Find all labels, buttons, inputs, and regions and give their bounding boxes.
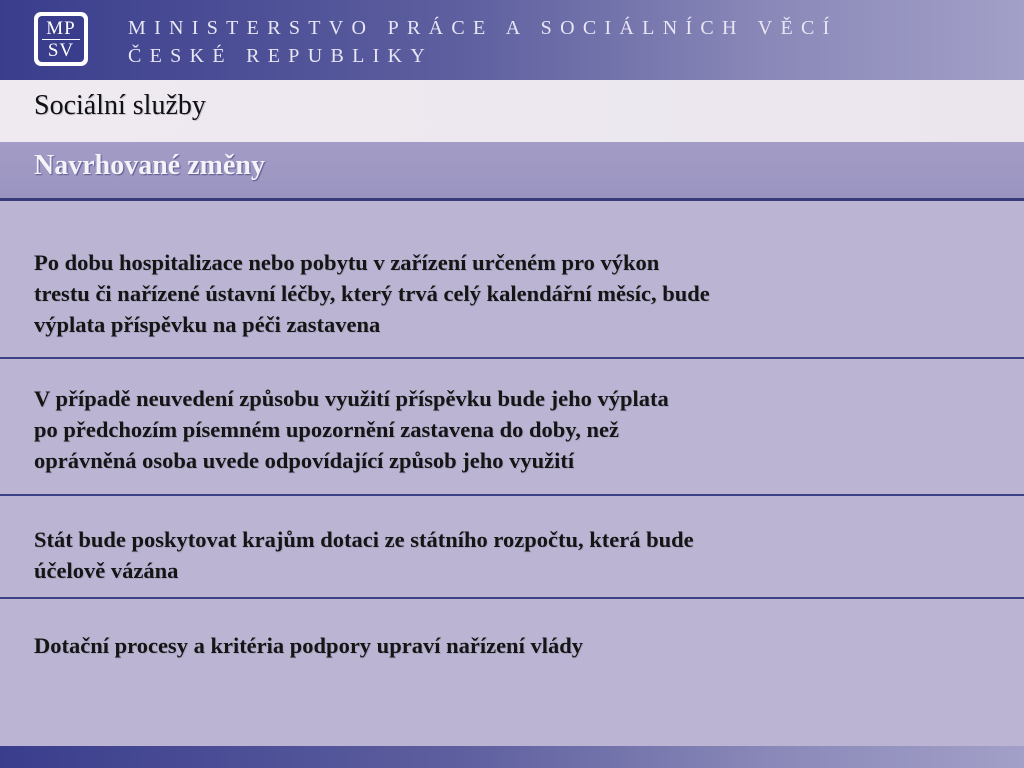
ministry-name-line-2: ČESKÉ REPUBLIKY — [128, 45, 434, 67]
bullet-item-3-line-1: Stát bude poskytovat krajům dotaci ze státního rozpočtu, která bude — [34, 527, 694, 552]
footer-band — [0, 746, 1024, 768]
mpsv-logo-mark — [38, 16, 84, 62]
mpsv-logo — [34, 12, 88, 66]
bullet-item-1-line-2: trestu či nařízené ústavní léčby, který trvá celý kalendářní měsíc, bude — [34, 281, 710, 306]
slide-title: Sociální služby — [34, 90, 206, 121]
bullet-item-1 — [34, 247, 994, 340]
bullet-item-1-line-1: Po dobu hospitalizace nebo pobytu v zařízení určeném pro výkon — [34, 250, 660, 275]
item-divider-3 — [0, 597, 1024, 599]
bullet-item-3-line-2: účelově vázána — [34, 558, 179, 583]
bullet-item-4-line-1: Dotační procesy a kritéria podpory upraví nařízení vlády — [34, 633, 583, 658]
item-divider-2 — [0, 494, 1024, 496]
bullet-item-2-line-1: V případě neuvedení způsobu využití příspěvku bude jeho výplata — [34, 386, 669, 411]
ministry-name — [128, 14, 838, 70]
ministry-header — [0, 0, 1024, 80]
bullet-item-2 — [34, 383, 994, 476]
bullet-item-3 — [34, 524, 994, 586]
bullet-item-1-line-3: výplata příspěvku na péči zastavena — [34, 312, 381, 337]
bullet-item-2-line-3: oprávněná osoba uvede odpovídající způsob jeho využití — [34, 448, 575, 473]
logo-text-top: MP — [46, 18, 76, 39]
slide-subtitle: Navrhované změny — [34, 150, 265, 181]
bullet-item-2-line-2: po předchozím písemném upozornění zastavena do doby, než — [34, 417, 620, 442]
item-divider-1 — [0, 357, 1024, 359]
logo-text-bottom: SV — [42, 39, 80, 61]
ministry-name-line-1: MINISTERSTVO PRÁCE A SOCIÁLNÍCH VĚCÍ — [128, 17, 838, 39]
bullet-item-4 — [34, 630, 994, 661]
